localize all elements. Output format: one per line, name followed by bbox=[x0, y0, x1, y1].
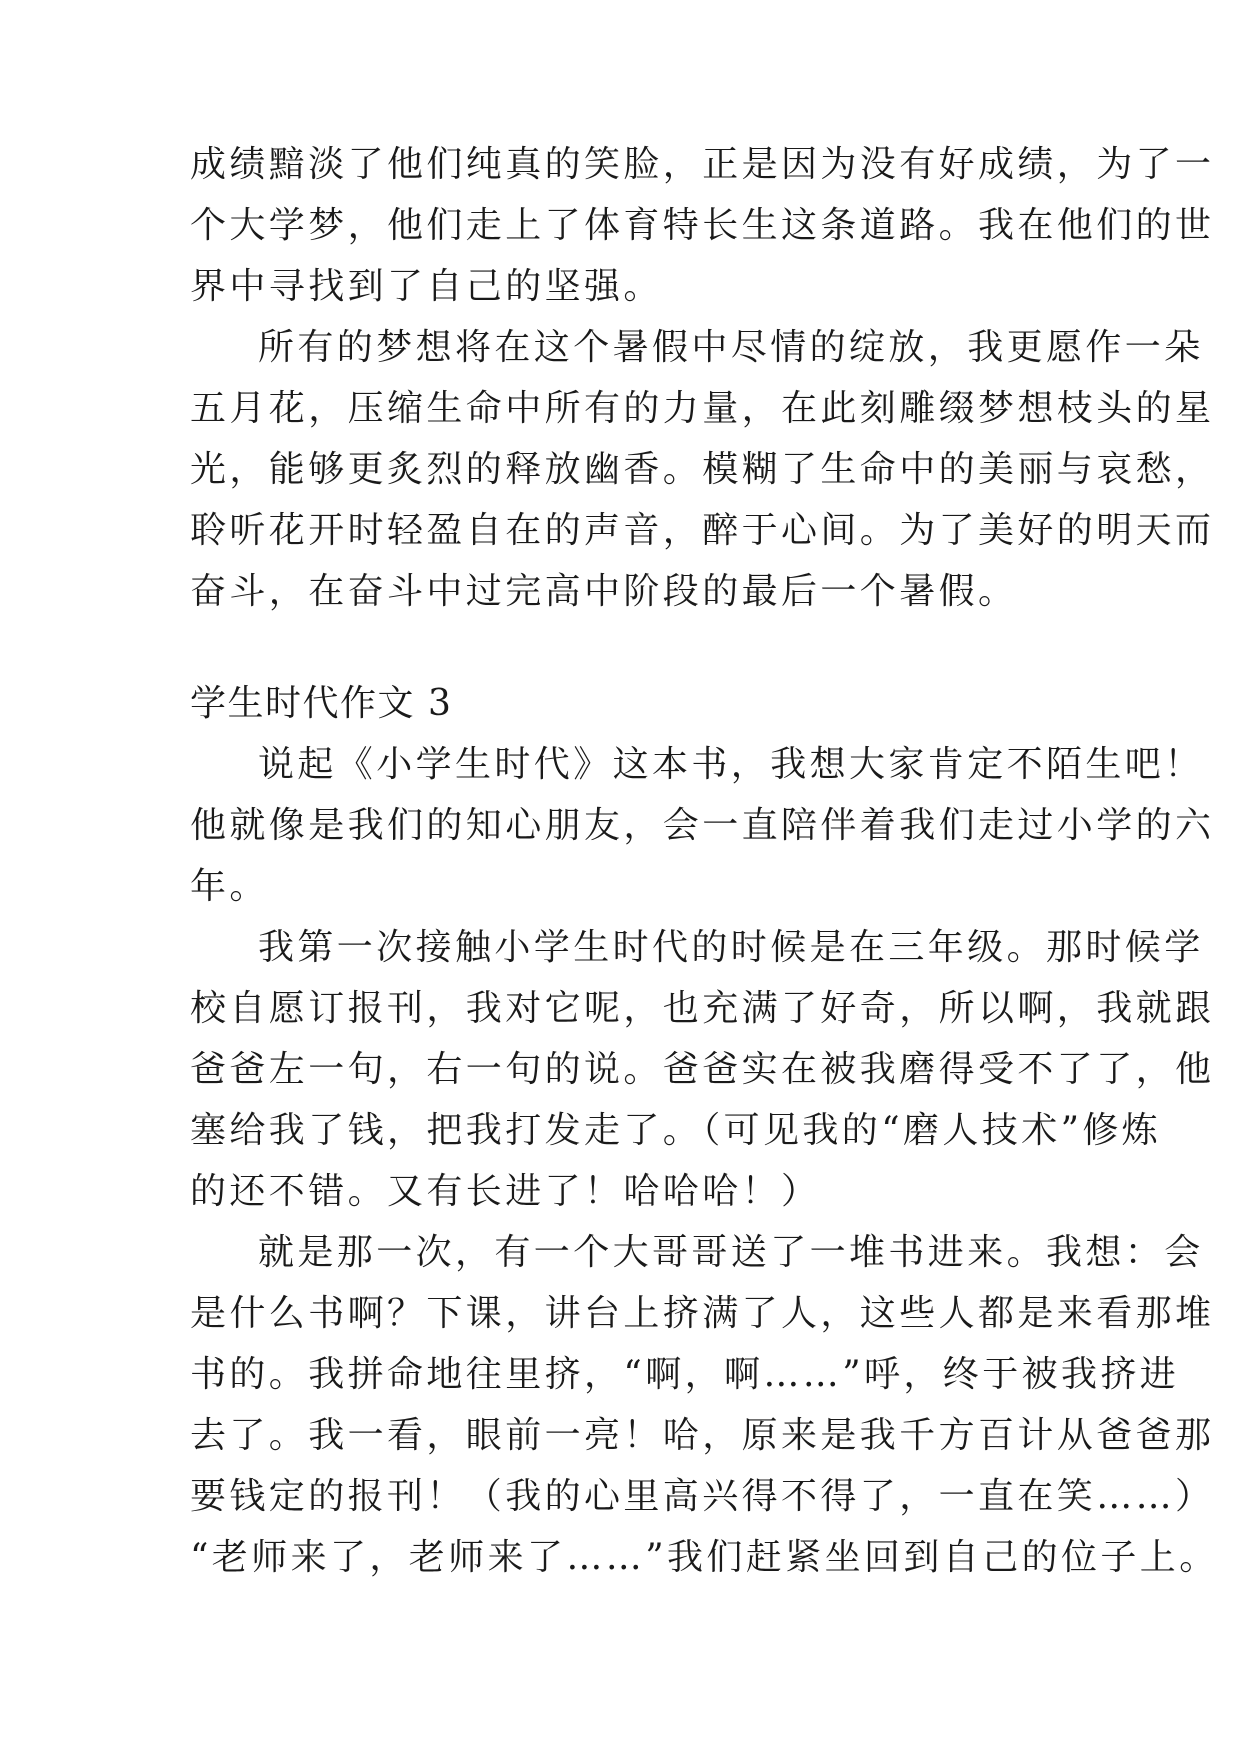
paragraph-line: 就是那一次，有一个大哥哥送了一堆书进来。我想：会 bbox=[258, 1232, 1204, 1273]
paragraph-line: 的还不错。又有长进了！哈哈哈！） bbox=[190, 1171, 821, 1212]
paragraph-line: 塞给我了钱，把我打发走了。（可见我的“磨人技术”修炼 bbox=[190, 1110, 1162, 1151]
paragraph-line: 要钱定的报刊！（我的心里高兴得不得了，一直在笑……） bbox=[190, 1476, 1215, 1517]
paragraph-line: 校自愿订报刊，我对它呢，也充满了好奇，所以啊，我就跟 bbox=[190, 988, 1215, 1029]
paragraph-line: 界中寻找到了自己的坚强。 bbox=[190, 266, 663, 307]
paragraph-line: 他就像是我们的知心朋友，会一直陪伴着我们走过小学的六 bbox=[190, 805, 1215, 846]
section-heading: 学生时代作文 3 bbox=[190, 683, 453, 724]
paragraph-line: “老师来了，老师来了……”我们赶紧坐回到自己的位子上。 bbox=[190, 1537, 1219, 1578]
paragraph-line: 说起《小学生时代》这本书，我想大家肯定不陌生吧！ bbox=[258, 744, 1204, 785]
paragraph-line: 爸爸左一句，右一句的说。爸爸实在被我磨得受不了了，他 bbox=[190, 1049, 1215, 1090]
paragraph-line: 五月花，压缩生命中所有的力量，在此刻雕缀梦想枝头的星 bbox=[190, 388, 1215, 429]
paragraph-line: 光，能够更炙烈的释放幽香。模糊了生命中的美丽与哀愁， bbox=[190, 449, 1215, 490]
paragraph-line: 书的。我拼命地往里挤，“啊，啊……”呼，终于被我挤进 bbox=[190, 1354, 1180, 1395]
paragraph-line: 我第一次接触小学生时代的时候是在三年级。那时候学 bbox=[258, 927, 1204, 968]
paragraph-line: 聆听花开时轻盈自在的声音，醉于心间。为了美好的明天而 bbox=[190, 510, 1215, 551]
paragraph-line: 去了。我一看，眼前一亮！哈，原来是我千方百计从爸爸那 bbox=[190, 1415, 1215, 1456]
paragraph-line: 个大学梦，他们走上了体育特长生这条道路。我在他们的世 bbox=[190, 205, 1215, 246]
paragraph-line: 所有的梦想将在这个暑假中尽情的绽放，我更愿作一朵 bbox=[258, 327, 1204, 368]
paragraph-line: 是什么书啊？下课，讲台上挤满了人，这些人都是来看那堆 bbox=[190, 1293, 1215, 1334]
paragraph-line: 奋斗，在奋斗中过完高中阶段的最后一个暑假。 bbox=[190, 571, 1018, 612]
paragraph-line: 成绩黯淡了他们纯真的笑脸，正是因为没有好成绩，为了一 bbox=[190, 144, 1215, 185]
paragraph-line: 年。 bbox=[190, 866, 269, 907]
